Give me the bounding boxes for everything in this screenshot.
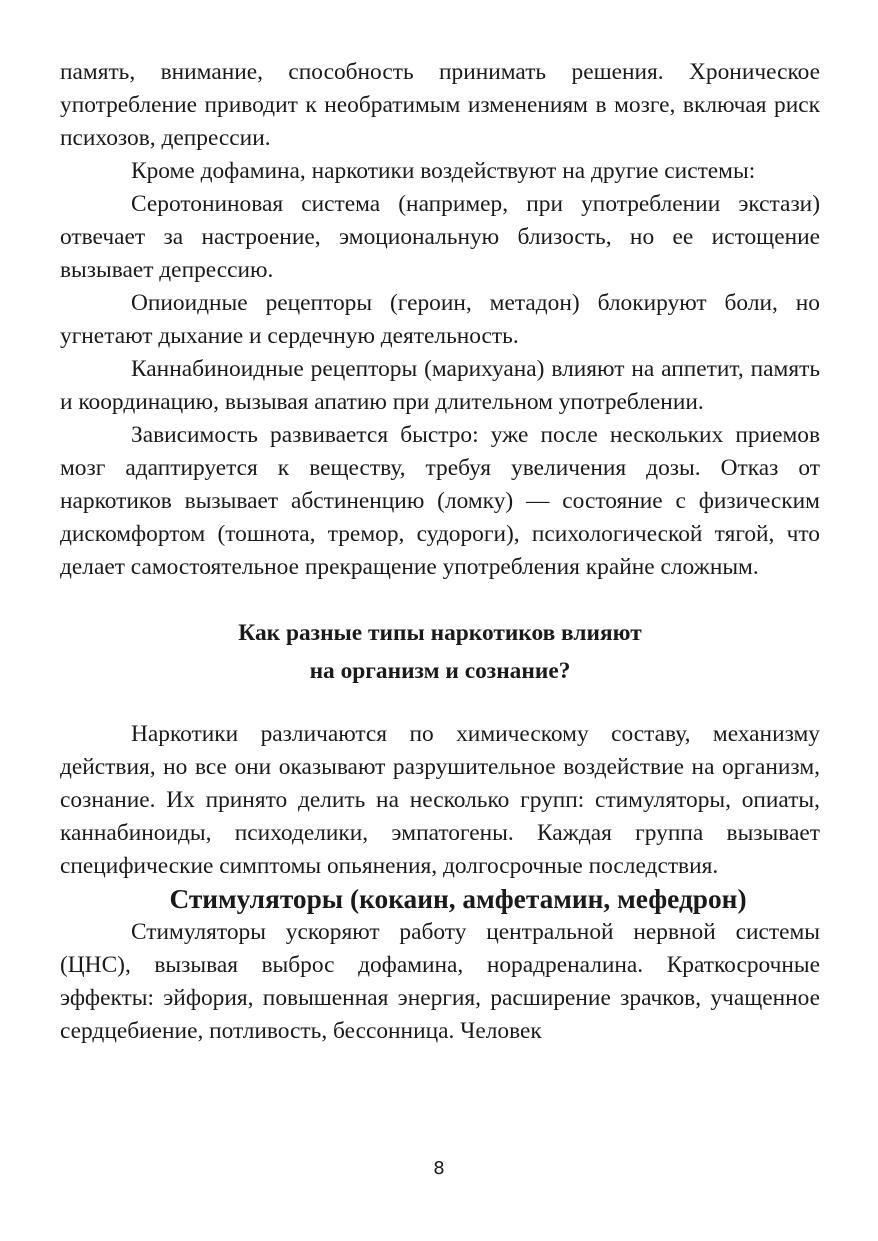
top-section	[60, 56, 820, 584]
paragraph-other-systems: Кроме дофамина, наркотики воздействуют на другие системы:	[131, 158, 756, 184]
section-heading-line-1: Как разные типы наркотиков влияют	[238, 620, 642, 646]
document-page	[60, 56, 820, 1048]
section-heading	[60, 614, 820, 690]
paragraph-serotonin: Серотониновая система (например, при употреблении экстази) отвечает за настроение, эмоциональную близость, но ее истощение вызывает депрессию.	[60, 191, 820, 283]
paragraph-memory-attention: память, внимание, способность принимать решения. Хроническое употребление приводит к необратимым изменениям в мозге, включая риск психозов, депрессии.	[60, 59, 820, 151]
page-number: 8	[433, 1158, 445, 1179]
subheading-stimulants: Стимуляторы (кокаин, амфетамин, мефедрон)	[169, 884, 747, 914]
paragraph-stimulants: Стимуляторы ускоряют работу центральной нервной системы (ЦНС), вызывая выброс дофамина, норадреналина. Краткосрочные эффекты: эйфория, повышенная энергия, расширение зрачков, учащенное сердцебиение, потливость, бессонница. Человек	[60, 919, 820, 1044]
paragraph-drug-groups: Наркотики различаются по химическому составу, механизму действия, но все они оказывают разрушительное воздействие на организм, сознание. Их принято делить на несколько групп: стимуляторы, опиаты, каннабиноиды, психоделики, эмпатогены. Каждая группа вызывает специфические симптомы опьянения, долгосрочные последствия.	[60, 721, 820, 879]
paragraph-opioid: Опиоидные рецепторы (героин, метадон) блокируют боли, но угнетают дыхание и сердечную деятельность.	[60, 290, 820, 349]
paragraph-cannabinoid: Каннабиноидные рецепторы (марихуана) влияют на аппетит, память и координацию, вызывая апатию при длительном употреблении.	[60, 356, 820, 415]
section-heading-line-2: на организм и сознание?	[309, 658, 571, 684]
paragraph-dependence: Зависимость развивается быстро: уже после нескольких приемов мозг адаптируется к веществу, требуя увеличения дозы. Отказ от наркотиков вызывает абстиненцию (ломку) — состояние с физическим дискомфортом (тошнота, тремор, судороги), психологической тягой, что делает самостоятельное прекращение употребления крайне сложным.	[60, 422, 820, 580]
